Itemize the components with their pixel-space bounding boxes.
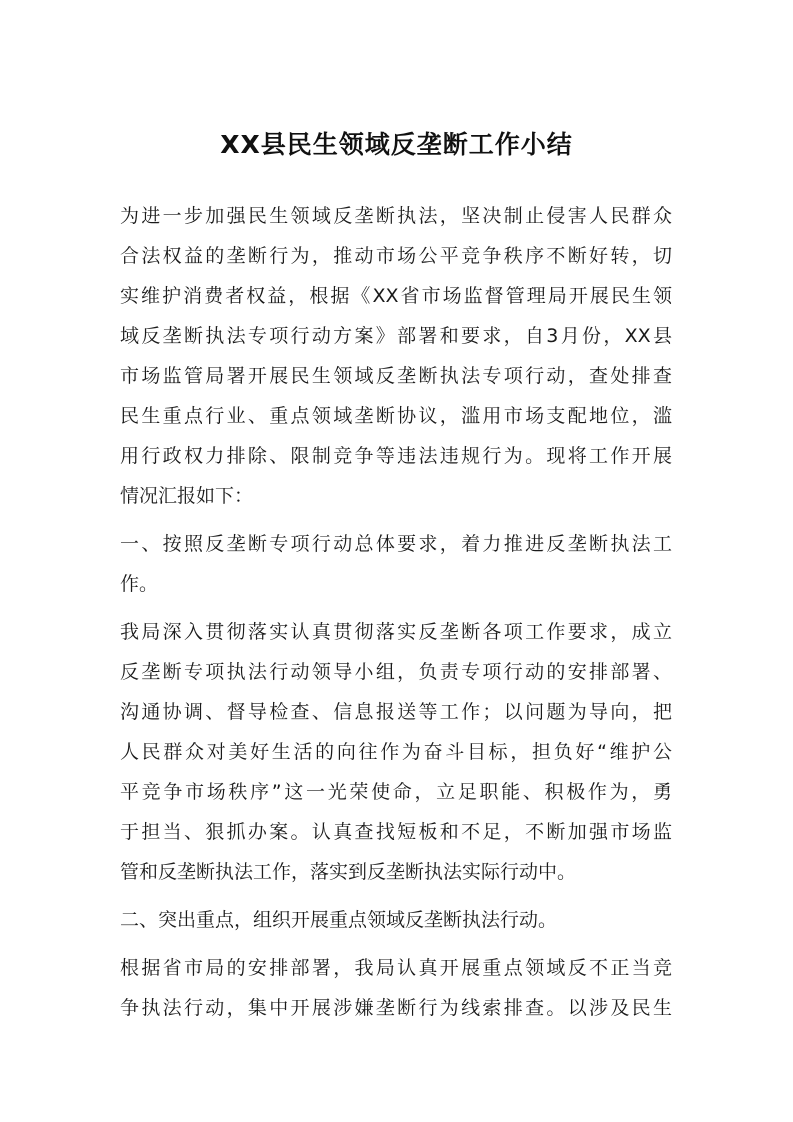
body-line: 争执法行动，集中开展涉嫌垄断行为线索排查。以涉及民生 [120, 997, 672, 1019]
body-line: 管和反垄断执法工作，落实到反垄断执法实际行动中。 [120, 861, 577, 883]
body-line: 人民群众对美好生活的向往作为奋斗目标，担负好“维护公 [120, 741, 672, 763]
body-line: 根据省市局的安排部署，我局认真开展重点领域反不正当竞 [120, 957, 672, 979]
body-line: 市场监管局署开展民生领域反垄断执法专项行动，查处排查 [120, 365, 672, 387]
body-line: 民生重点行业、重点领域垄断协议，滥用市场支配地位，滥 [120, 405, 672, 427]
body-line: 为进一步加强民生领域反垄断执法，坚决制止侵害人民群众 [120, 205, 672, 227]
body-line: 于担当、狠抓办案。认真查找短板和不足，不断加强市场监 [120, 821, 672, 843]
section-heading-line: 作。 [120, 573, 159, 595]
body-line: 沟通协调、督导检查、信息报送等工作；以问题为导向，把 [120, 701, 672, 723]
section-heading-line: 一、按照反垄断专项行动总体要求，着力推进反垄断执法工 [120, 533, 672, 555]
body-line: 用行政权力排除、限制竞争等违法违规行为。现将工作开展 [120, 445, 672, 467]
body-line: 合法权益的垄断行为，推动市场公平竞争秩序不断好转，切 [120, 245, 672, 267]
document-title: XX县民生领域反垄断工作小结 [220, 130, 573, 159]
section-heading-line: 二、突出重点，组织开展重点领域反垄断执法行动。 [120, 909, 558, 931]
body-line: 域反垄断执法专项行动方案》部署和要求，自3月份，XX县 [120, 325, 672, 347]
body-line: 情况汇报如下： [120, 485, 254, 507]
body-line: 平竞争市场秩序”这一光荣使命，立足职能、积极作为，勇 [120, 781, 672, 803]
body-line: 我局深入贯彻落实认真贯彻落实反垄断各项工作要求，成立 [120, 621, 672, 643]
body-line: 反垄断专项执法行动领导小组，负责专项行动的安排部署、 [120, 661, 672, 683]
body-line: 实维护消费者权益，根据《XX省市场监督管理局开展民生领 [120, 285, 672, 307]
